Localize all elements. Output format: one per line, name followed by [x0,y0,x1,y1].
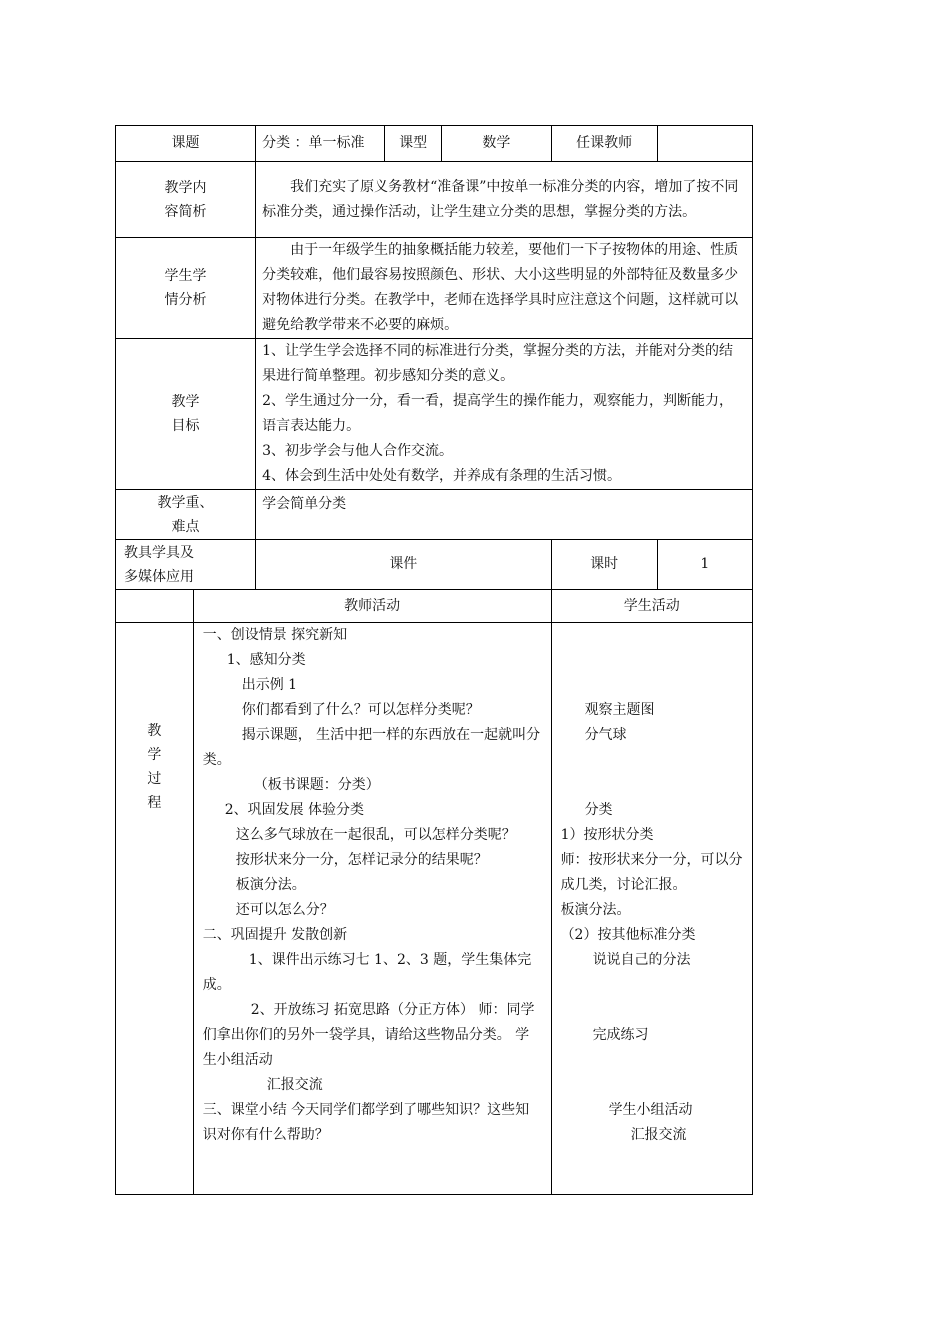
goals-label-line1: 教学 [171,394,200,410]
student-analysis-label [116,238,256,339]
teacher-line-6: （板书课题：分类） [253,777,380,793]
goal-item-4: 4、体会到生活中处处有数学，并养成有条理的生活习惯。 [262,468,621,484]
key-points-row [116,490,753,540]
goal-item-3: 3、初步学会与他人合作交流。 [262,443,453,459]
goals-row [116,339,753,490]
content-intro-label [116,162,256,238]
teacher-activity-cell [193,623,551,1195]
lesson-plan-table [115,125,753,1195]
teacher-line-14: 2、开放练习 拓宽思路（分正方体） 师：同学们拿出你们的另外一袋学具，请给这些物品分类。 学生小组活动 [202,1002,535,1068]
student-spacer-bottom [561,1048,746,1098]
goal-item-2: 2、学生通过分一分，看一看，提高学生的操作能力，观察能力，判断能力，语言表达能力。 [262,393,733,434]
media-row [116,540,753,590]
student-line-10: 学生小组活动 [608,1102,693,1118]
student-line-2: 分气球 [584,727,627,743]
teacher-value [657,126,752,162]
student-activity-header: 学生活动 [551,590,752,623]
student-spacer-mid [561,748,746,798]
teacher-line-16: 三、课堂小结 今天同学们都学到了哪些知识？这些知识对你有什么帮助？ [202,1102,530,1143]
content-intro-text-cell [256,162,753,238]
teacher-line-11: 还可以怎么分？ [235,902,334,918]
process-row [116,623,753,1195]
teacher-line-13: 1、课件出示练习七 1、2、3 题，学生集体完成。 [202,952,532,993]
topic-value: 分类 ：单一标准 [256,126,385,162]
teacher-line-10: 板演分法。 [235,877,306,893]
teacher-line-3: 出示例 1 [241,677,298,693]
content-intro-text: 我们充实了原义务教材“准备课”中按单一标准分类的内容，增加了按不同标准分类，通过操作活动，让学生建立分类的思想，掌握分类的方法。 [262,178,739,220]
goal-item-1: 1、让学生学会选择不同的标准进行分类，掌握分类的方法，并能对分类的结果进行简单整理。初步感知分类的意义。 [262,343,733,384]
student-line-7: （2）按其他标准分类 [560,927,696,943]
teacher-line-5: 揭示课题， 生活中把一样的东西放在一起就叫分类。 [202,727,541,768]
media-label-line1: 教具学具及 [124,544,194,561]
process-label-char-4: 程 [147,795,162,811]
goals-label-line2: 目标 [171,418,200,434]
process-label-char-1: 教 [147,723,162,739]
header-row [116,126,753,162]
student-spacer-top [561,623,746,698]
student-analysis-text-cell [256,238,753,339]
key-points-label-line1: 教学重、 [157,494,214,511]
student-line-3: 分类 [584,802,613,818]
goals-list [256,339,753,490]
key-points-label [116,490,256,540]
hours-value: 1 [657,540,752,590]
student-line-5: 师：按形状来分一分，可以分成几类，讨论汇报。 [560,852,743,893]
student-analysis-label-line1: 学生学 [164,268,207,284]
goals-label [116,339,256,490]
student-analysis-row [116,238,753,339]
process-label-char-2: 学 [147,747,162,763]
student-line-11: 汇报交流 [630,1127,687,1143]
teacher-line-12: 二、巩固提升 发散创新 [202,927,348,943]
activity-header-blank [116,590,194,623]
teacher-line-4: 你们都看到了什么？可以怎样分类呢？ [241,702,480,718]
student-activity-cell [551,623,752,1195]
student-line-9: 完成练习 [592,1027,649,1043]
media-label-line2: 多媒体应用 [124,568,194,585]
content-intro-label-line2: 容简析 [164,203,207,220]
student-analysis-label-line2: 情分析 [164,292,207,308]
student-analysis-text: 由于一年级学生的抽象概括能力较差，要他们一下子按物体的用途、性质分类较难，他们最容易按照颜色、形状、大小这些明显的外部特征及数量多少对物体进行分类。在教学中，老师在选择学具时应注意这个问题，这样就可以避免给教学带来不必要的麻烦。 [262,242,739,333]
activity-header-row [116,590,753,623]
teacher-activity-header: 教师活动 [193,590,551,623]
media-label [116,540,256,590]
process-label [116,623,194,1195]
teacher-line-8: 这么多气球放在一起很乱，可以怎样分类呢？ [235,827,516,843]
teacher-line-15: 汇报交流 [266,1077,323,1093]
teacher-line-1: 一、创设情景 探究新知 [202,627,348,643]
student-line-4: 1）按形状分类 [560,827,654,843]
teacher-line-9: 按形状来分一分，怎样记录分的结果呢？ [235,852,488,868]
content-intro-row [116,162,753,238]
key-points-text: 学会简单分类 [256,490,753,540]
topic-label: 课题 [116,126,256,162]
type-value: 数学 [442,126,551,162]
teacher-line-7: 2、巩固发展 体验分类 [224,802,365,818]
process-label-char-3: 过 [147,771,162,787]
content-intro-label-line1: 教学内 [164,179,207,196]
key-points-label-line2: 难点 [171,518,200,535]
hours-label: 课时 [551,540,657,590]
student-line-8: 说说自己的分法 [592,952,691,968]
media-value: 课件 [256,540,551,590]
student-spacer-lower [561,973,746,1023]
teacher-label: 任课教师 [551,126,657,162]
teacher-line-2: 1、感知分类 [226,652,306,668]
student-line-1: 观察主题图 [584,702,655,718]
type-label: 课型 [385,126,442,162]
student-line-6: 板演分法。 [560,902,631,918]
